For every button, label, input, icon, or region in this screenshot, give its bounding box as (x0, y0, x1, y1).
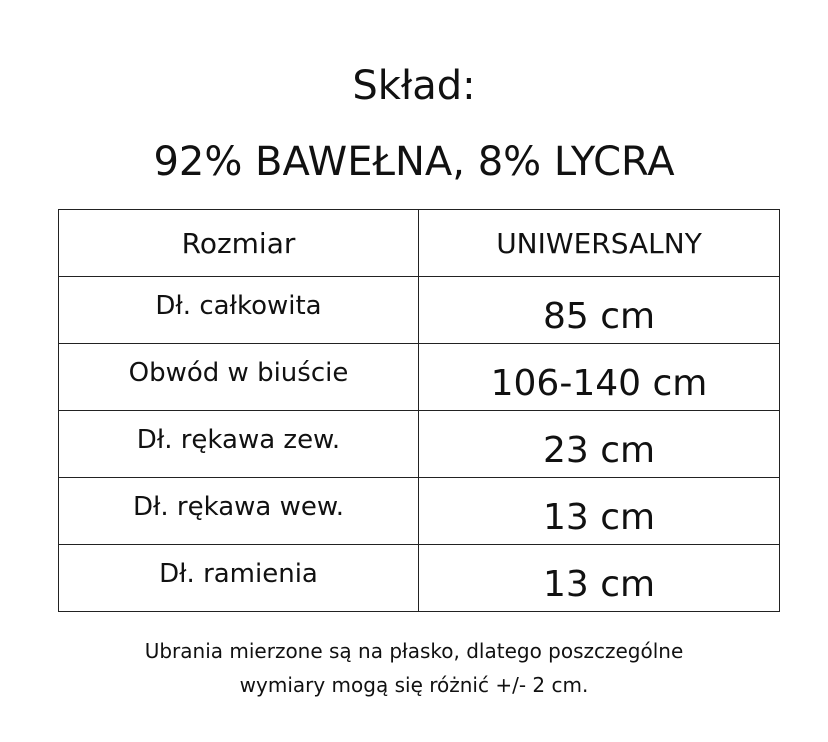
measurement-note (0, 634, 828, 702)
size-value-header: UNIWERSALNY (419, 210, 780, 277)
measurement-label-text: Obwód w biuście (128, 358, 349, 388)
table-row (59, 344, 780, 411)
measurement-value (419, 344, 780, 411)
measurement-value-text: 106-140 cm (490, 362, 708, 404)
measurement-label (59, 545, 419, 612)
measurement-value-text: 23 cm (542, 429, 656, 471)
measurement-label-text: Dł. rękawa wew. (132, 492, 345, 522)
measurement-label (59, 344, 419, 411)
measurement-value (419, 545, 780, 612)
measurement-value-text: 13 cm (542, 496, 656, 538)
measurement-note-line: wymiary mogą się różnić +/- 2 cm. (239, 673, 589, 697)
table-row (59, 545, 780, 612)
composition-value: 92% BAWEŁNA, 8% LYCRA (153, 139, 675, 185)
measurement-label (59, 277, 419, 344)
composition-title: Skład: (352, 63, 476, 109)
size-column-header: Rozmiar (59, 210, 419, 277)
measurement-value (419, 411, 780, 478)
measurement-value (419, 277, 780, 344)
measurement-note-line: Ubrania mierzone są na płasko, dlatego poszczególne (144, 639, 684, 663)
table-row (59, 277, 780, 344)
measurement-label (59, 411, 419, 478)
measurement-value (419, 478, 780, 545)
measurement-label-text: Dł. ramienia (159, 559, 318, 589)
table-row (59, 411, 780, 478)
measurement-label-text: Dł. całkowita (155, 291, 322, 321)
size-table (58, 209, 780, 612)
measurement-value-text: 85 cm (542, 295, 656, 337)
measurement-label-text: Dł. rękawa zew. (136, 425, 341, 455)
table-header-row (59, 210, 780, 277)
measurement-value-text: 13 cm (542, 563, 656, 605)
measurement-label (59, 478, 419, 545)
table-row (59, 478, 780, 545)
